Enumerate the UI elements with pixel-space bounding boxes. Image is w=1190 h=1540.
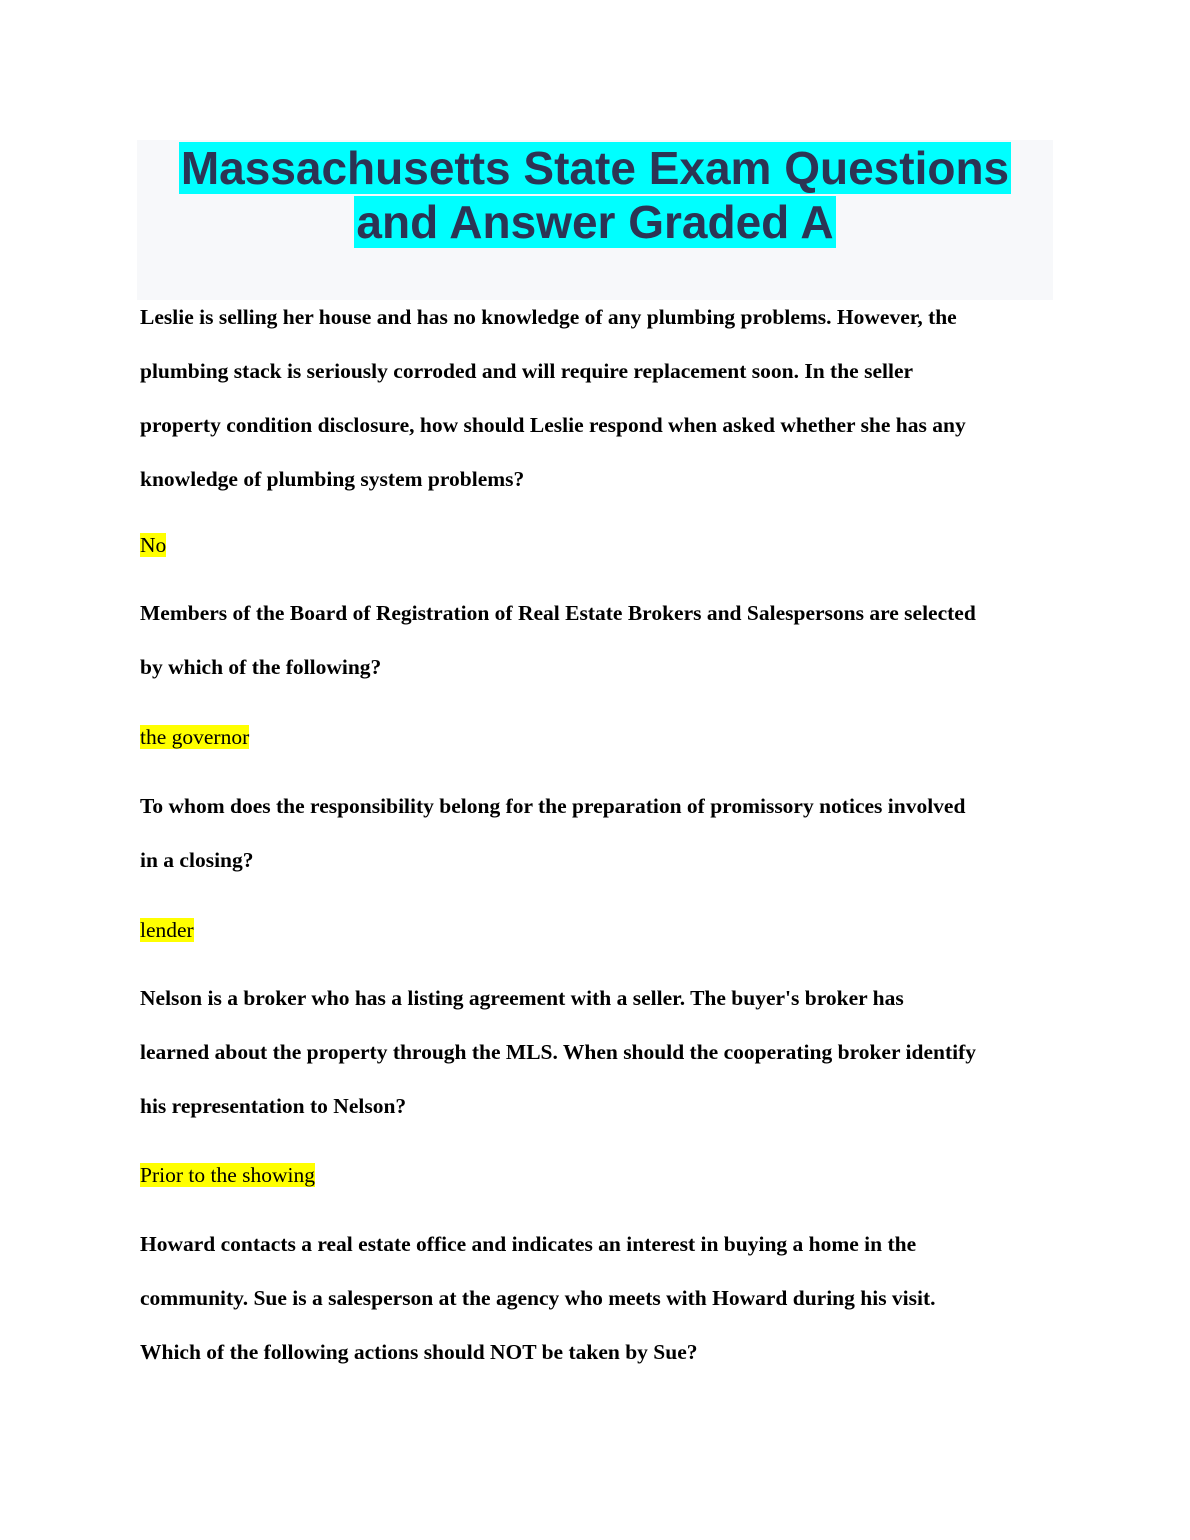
question-4 [140,971,1060,1133]
question-3 [140,779,1060,887]
document-title [137,140,1053,249]
answer-4 [140,1159,315,1191]
question-line: in a closing? [140,848,254,872]
question-line: Which of the following actions should NOT be taken by Sue? [140,1340,698,1364]
answer-3 [140,914,194,946]
question-line: knowledge of plumbing system problems? [140,467,525,491]
question-2 [140,586,1060,694]
question-line: learned about the property through the MLS. When should the cooperating broker identify [140,1040,976,1064]
answer-2 [140,721,249,753]
question-5 [140,1217,1060,1379]
answer-highlight: the governor [140,725,250,749]
question-line: property condition disclosure, how should Leslie respond when asked whether she has any [140,413,966,437]
qa-item-2 [140,586,1060,694]
answer-highlight: Prior to the showing [140,1163,315,1187]
question-line: Nelson is a broker who has a listing agreement with a seller. The buyer's broker has [140,986,904,1010]
question-line: plumbing stack is seriously corroded and will require replacement soon. In the seller [140,359,914,383]
title-block [137,140,1053,300]
question-line: community. Sue is a salesperson at the agency who meets with Howard during his visit. [140,1286,936,1310]
answer-highlight: No [140,533,167,557]
question-line: Leslie is selling her house and has no knowledge of any plumbing problems. However, the [140,305,957,329]
question-line: his representation to Nelson? [140,1094,407,1118]
qa-item-3 [140,779,1060,887]
qa-item-4 [140,971,1060,1133]
answer-1 [140,529,166,561]
answer-highlight: lender [140,918,194,942]
question-line: To whom does the responsibility belong for the preparation of promissory notices involved [140,794,966,818]
question-line: by which of the following? [140,655,382,679]
title-line-2: and Answer Graded A [356,196,834,248]
qa-item-1 [140,290,1060,506]
question-line: Howard contacts a real estate office and indicates an interest in buying a home in the [140,1232,917,1256]
qa-item-5 [140,1217,1060,1379]
question-1 [140,290,1060,506]
question-line: Members of the Board of Registration of Real Estate Brokers and Salespersons are selected [140,601,976,625]
title-line-1: Massachusetts State Exam Questions [180,142,1010,194]
